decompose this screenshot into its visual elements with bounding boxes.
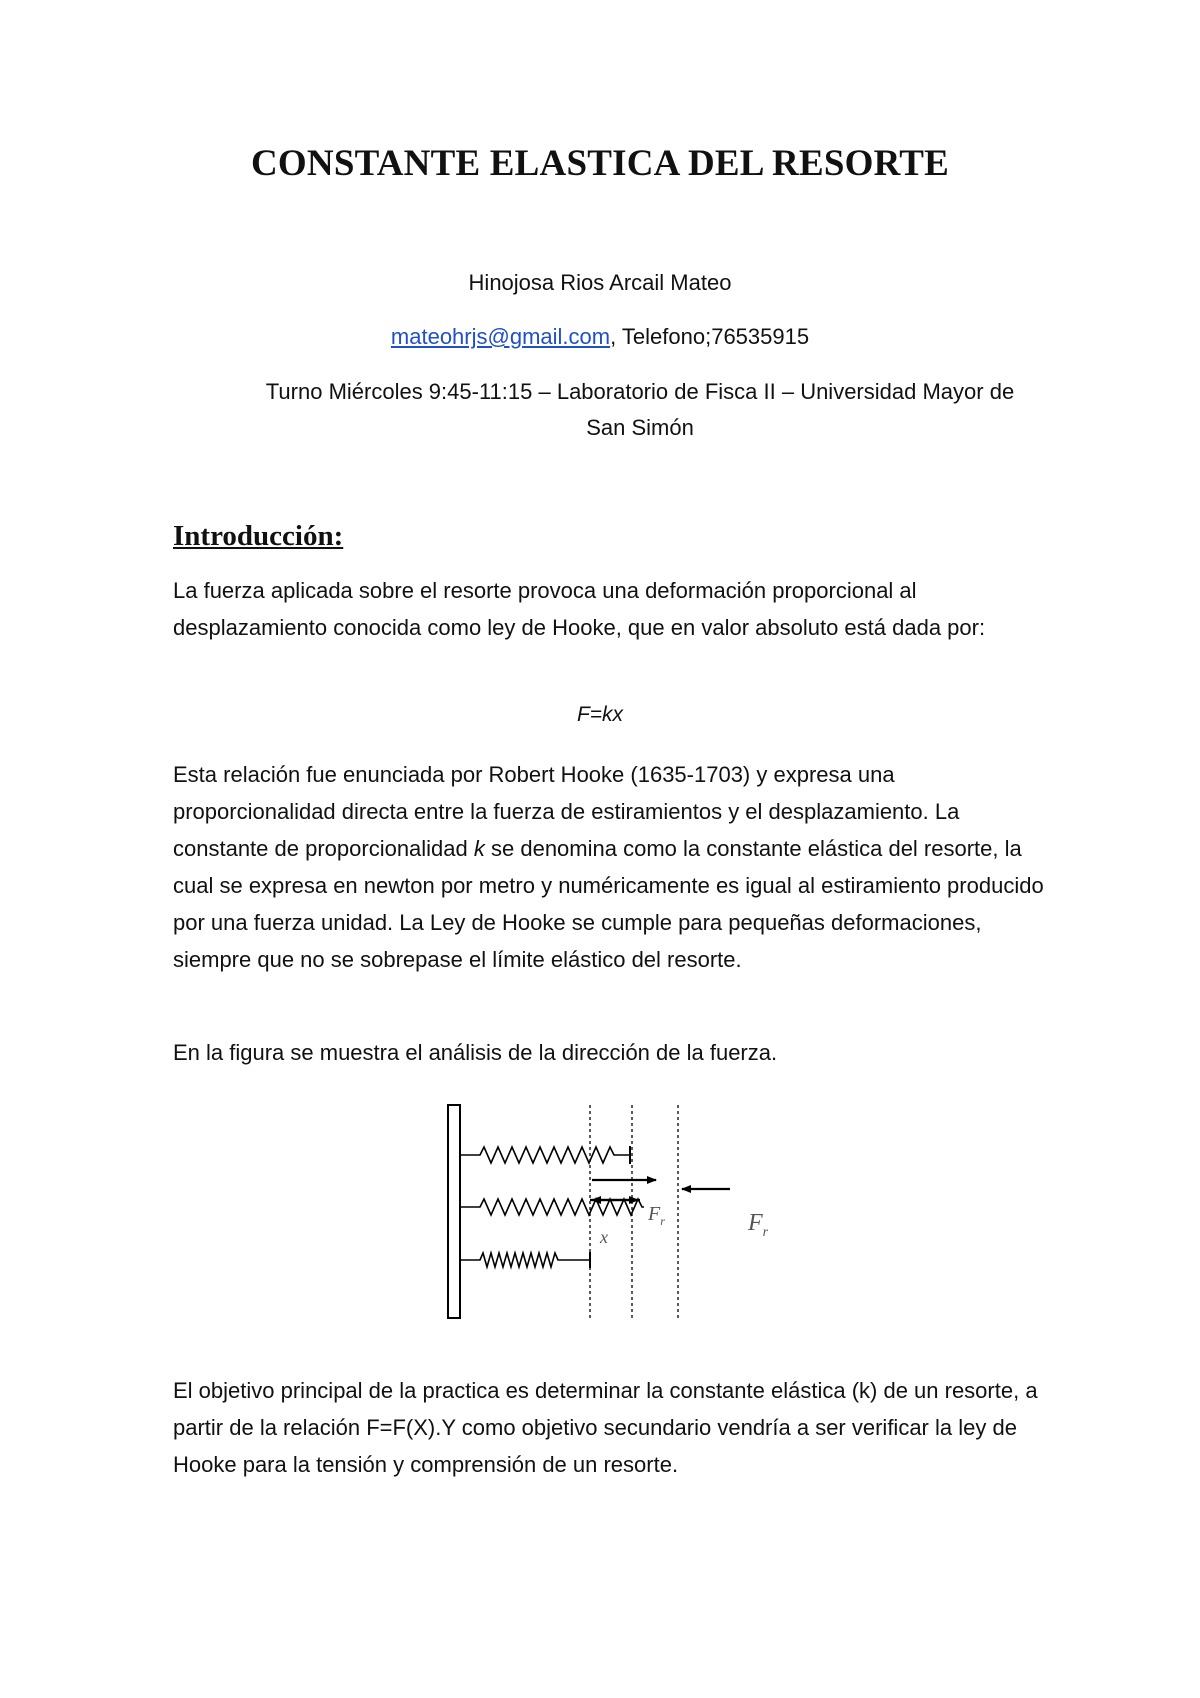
paragraph-figure-intro: En la figura se muestra el análisis de la dirección de la fuerza. <box>173 1040 778 1065</box>
paragraph-part: Esta relación fue enunciada por Robert Hooke (1635-1703) y expresa una proporcionalidad directa entre la fuerza de estiramientos y el desplazamiento. La constante de proporcionalidad <box>173 762 960 861</box>
paragraph-objectives: El objetivo principal de la practica es determinar la constante elástica (k) de un resorte, a partir de la relación F=F(X).Y como objetivo secundario vendría a ser verificar la ley de Hooke para la tensión y comprensión de un resorte. <box>173 1378 1038 1477</box>
affiliation: Turno Miércoles 9:45-11:15 – Laboratorio de Fisca II – Universidad Mayor de San Simón <box>265 379 1015 440</box>
document-title: CONSTANTE ELASTICA DEL RESORTE <box>251 143 949 184</box>
spring-compressed-force <box>460 1199 644 1215</box>
paragraph-hooke-intro: La fuerza aplicada sobre el resorte provoca una deformación proporcional al desplazamiento conocida como ley de Hooke, que en valor absoluto está dada por: <box>173 578 986 640</box>
label-fr-small: $F_r$ <box>648 1203 665 1228</box>
paragraph-hooke-history <box>173 756 1053 978</box>
label-fr: $F_r$ <box>748 1210 769 1240</box>
wall <box>448 1105 460 1318</box>
spring-force-figure <box>430 1100 810 1325</box>
paragraph-part: se denomina como la constante elástica del resorte, la cual se expresa en newton por metro y numéricamente es igual al estiramiento producido por una fuerza unidad. La Ley de Hooke se cumple para pequeñas deformaciones, siempre que no se sobrepase el límite elástico del resorte. <box>173 836 1044 972</box>
phone-text: , Telefono;76535915 <box>610 324 810 349</box>
formula-hooke: F=kx <box>576 703 624 726</box>
section-heading-introduccion: Introducción: <box>173 520 344 552</box>
author-name: Hinojosa Rios Arcail Mateo <box>468 270 732 295</box>
spring-rest <box>460 1252 590 1268</box>
email-link[interactable]: mateohrjs@gmail.com <box>390 324 611 349</box>
label-x: x <box>600 1227 608 1247</box>
spring-extended <box>460 1146 630 1164</box>
constant-k: k <box>473 836 485 861</box>
contact-line <box>0 322 1200 352</box>
